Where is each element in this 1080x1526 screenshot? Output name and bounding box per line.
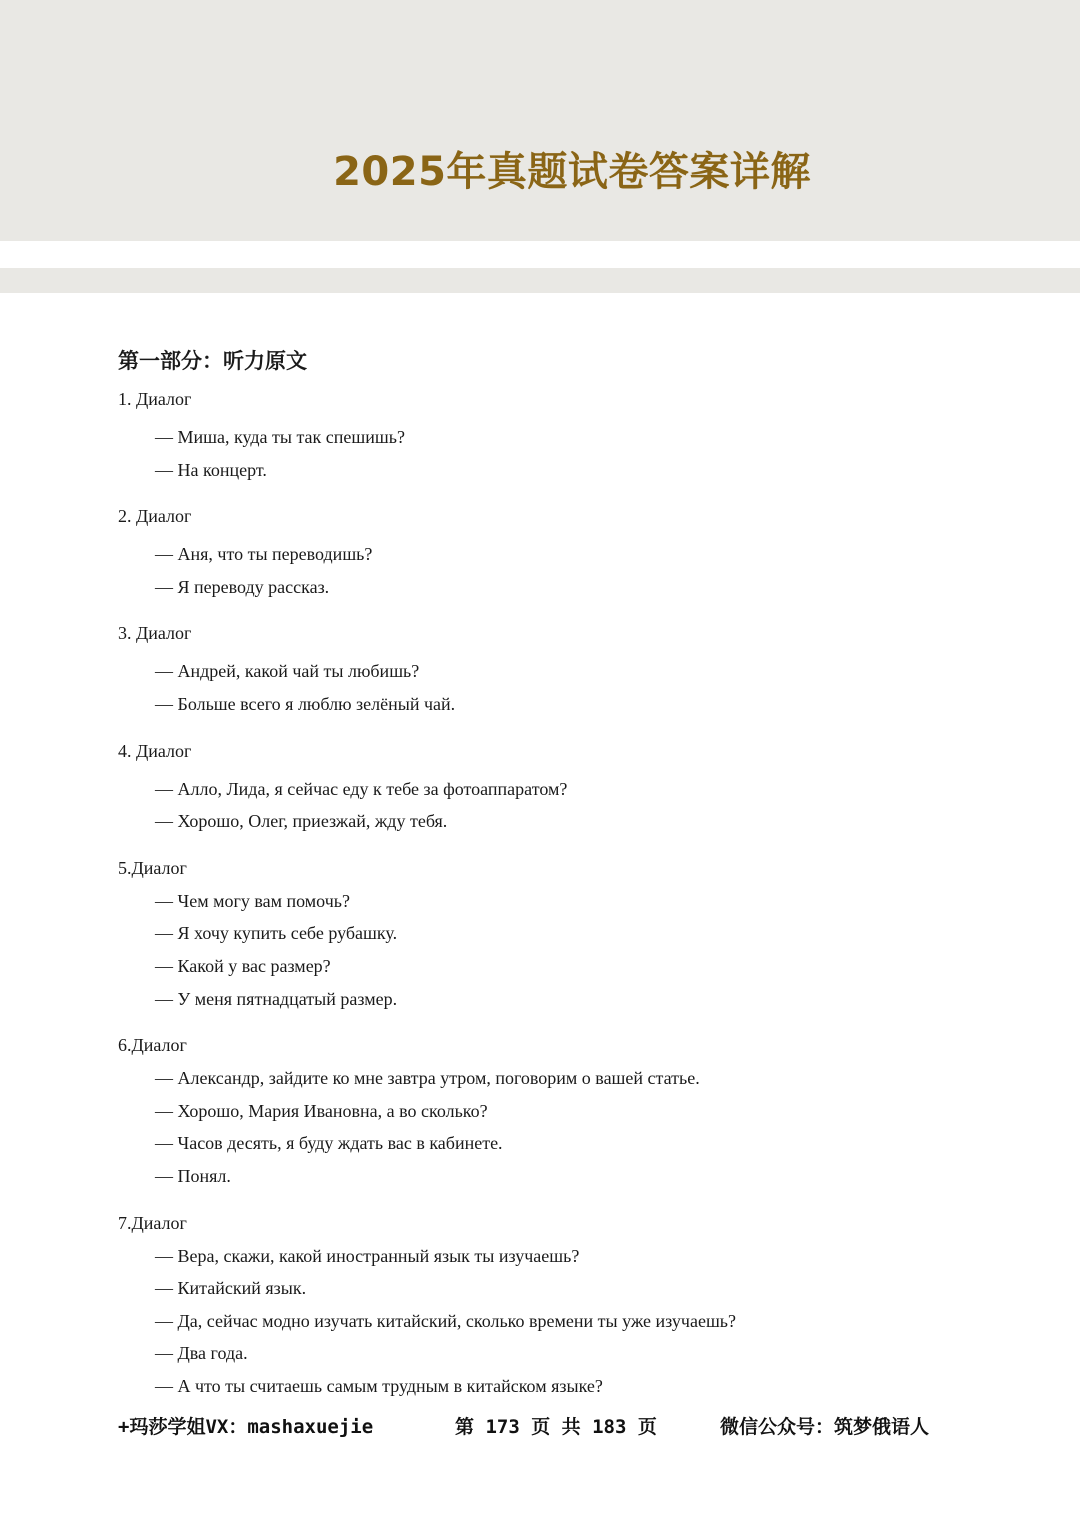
dialog-label: 3. Диалог xyxy=(118,623,192,644)
dialog-line: — Андрей, какой чай ты любишь? xyxy=(155,661,420,682)
dialog-4 xyxy=(118,734,1018,838)
dialog-line: — Алло, Лида, я сейчас еду к тебе за фотоаппаратом? xyxy=(155,778,568,799)
document-title: 2025年真题试卷答案详解 xyxy=(333,149,811,195)
header-band xyxy=(0,0,1080,241)
dialog-line: — Я переводу рассказ. xyxy=(155,576,330,597)
dialog-label: 7.Диалог xyxy=(118,1212,187,1233)
dialog-line: — Чем могу вам помочь? xyxy=(155,890,350,911)
footer-contact: +玛莎学姐VX：mashaxuejie xyxy=(118,1416,374,1438)
dialog-line: — Хорошо, Олег, приезжай, жду тебя. xyxy=(155,811,448,832)
dialog-label: 2. Диалог xyxy=(118,506,192,527)
dialog-6 xyxy=(118,1028,1018,1192)
document-body xyxy=(118,340,1018,1415)
header-divider-band xyxy=(0,268,1080,293)
dialog-line: — Вера, скажи, какой иностранный язык ты изучаешь? xyxy=(155,1245,580,1266)
dialog-3 xyxy=(118,616,1018,720)
dialog-line: — Какой у вас размер? xyxy=(155,955,331,976)
section-heading: 第一部分：听力原文 xyxy=(118,348,307,373)
dialog-label: 4. Диалог xyxy=(118,740,192,761)
dialog-line: — Два года. xyxy=(155,1343,248,1364)
dialog-line: — Больше всего я люблю зелёный чай. xyxy=(155,693,456,714)
dialog-line: — На концерт. xyxy=(155,459,267,480)
dialog-7 xyxy=(118,1206,1018,1403)
dialog-label: 1. Диалог xyxy=(118,389,192,409)
dialog-label: 5.Диалог xyxy=(118,857,187,878)
footer-page-number: 第 173 页 共 183 页 xyxy=(455,1416,657,1438)
dialog-line: — Миша, куда ты так спешишь? xyxy=(155,427,405,447)
dialog-line: — Часов десять, я буду ждать вас в кабинете. xyxy=(155,1133,503,1154)
dialog-line: — У меня пятнадцатый размер. xyxy=(155,988,398,1009)
dialog-line: — Понял. xyxy=(155,1165,231,1186)
dialog-label: 6.Диалог xyxy=(118,1035,187,1056)
dialog-5 xyxy=(118,851,1018,1015)
footer-account: 微信公众号：筑梦俄语人 xyxy=(720,1416,930,1438)
page-footer xyxy=(0,1410,1080,1444)
dialog-line: — Александр, зайдите ко мне завтра утром, поговорим о вашей статье. xyxy=(155,1068,700,1089)
dialog-line: — Китайский язык. xyxy=(155,1278,307,1299)
dialog-line: — А что ты считаешь самым трудным в китайском языке? xyxy=(155,1375,603,1396)
dialog-line: — Аня, что ты переводишь? xyxy=(155,544,373,565)
dialog-line: — Да, сейчас модно изучать китайский, сколько времени ты уже изучаешь? xyxy=(155,1310,737,1331)
dialog-line: — Я хочу купить себе рубашку. xyxy=(155,923,398,944)
dialog-2 xyxy=(118,499,1018,603)
dialog-1 xyxy=(118,382,1018,486)
dialog-line: — Хорошо, Мария Ивановна, а во сколько? xyxy=(155,1100,488,1121)
